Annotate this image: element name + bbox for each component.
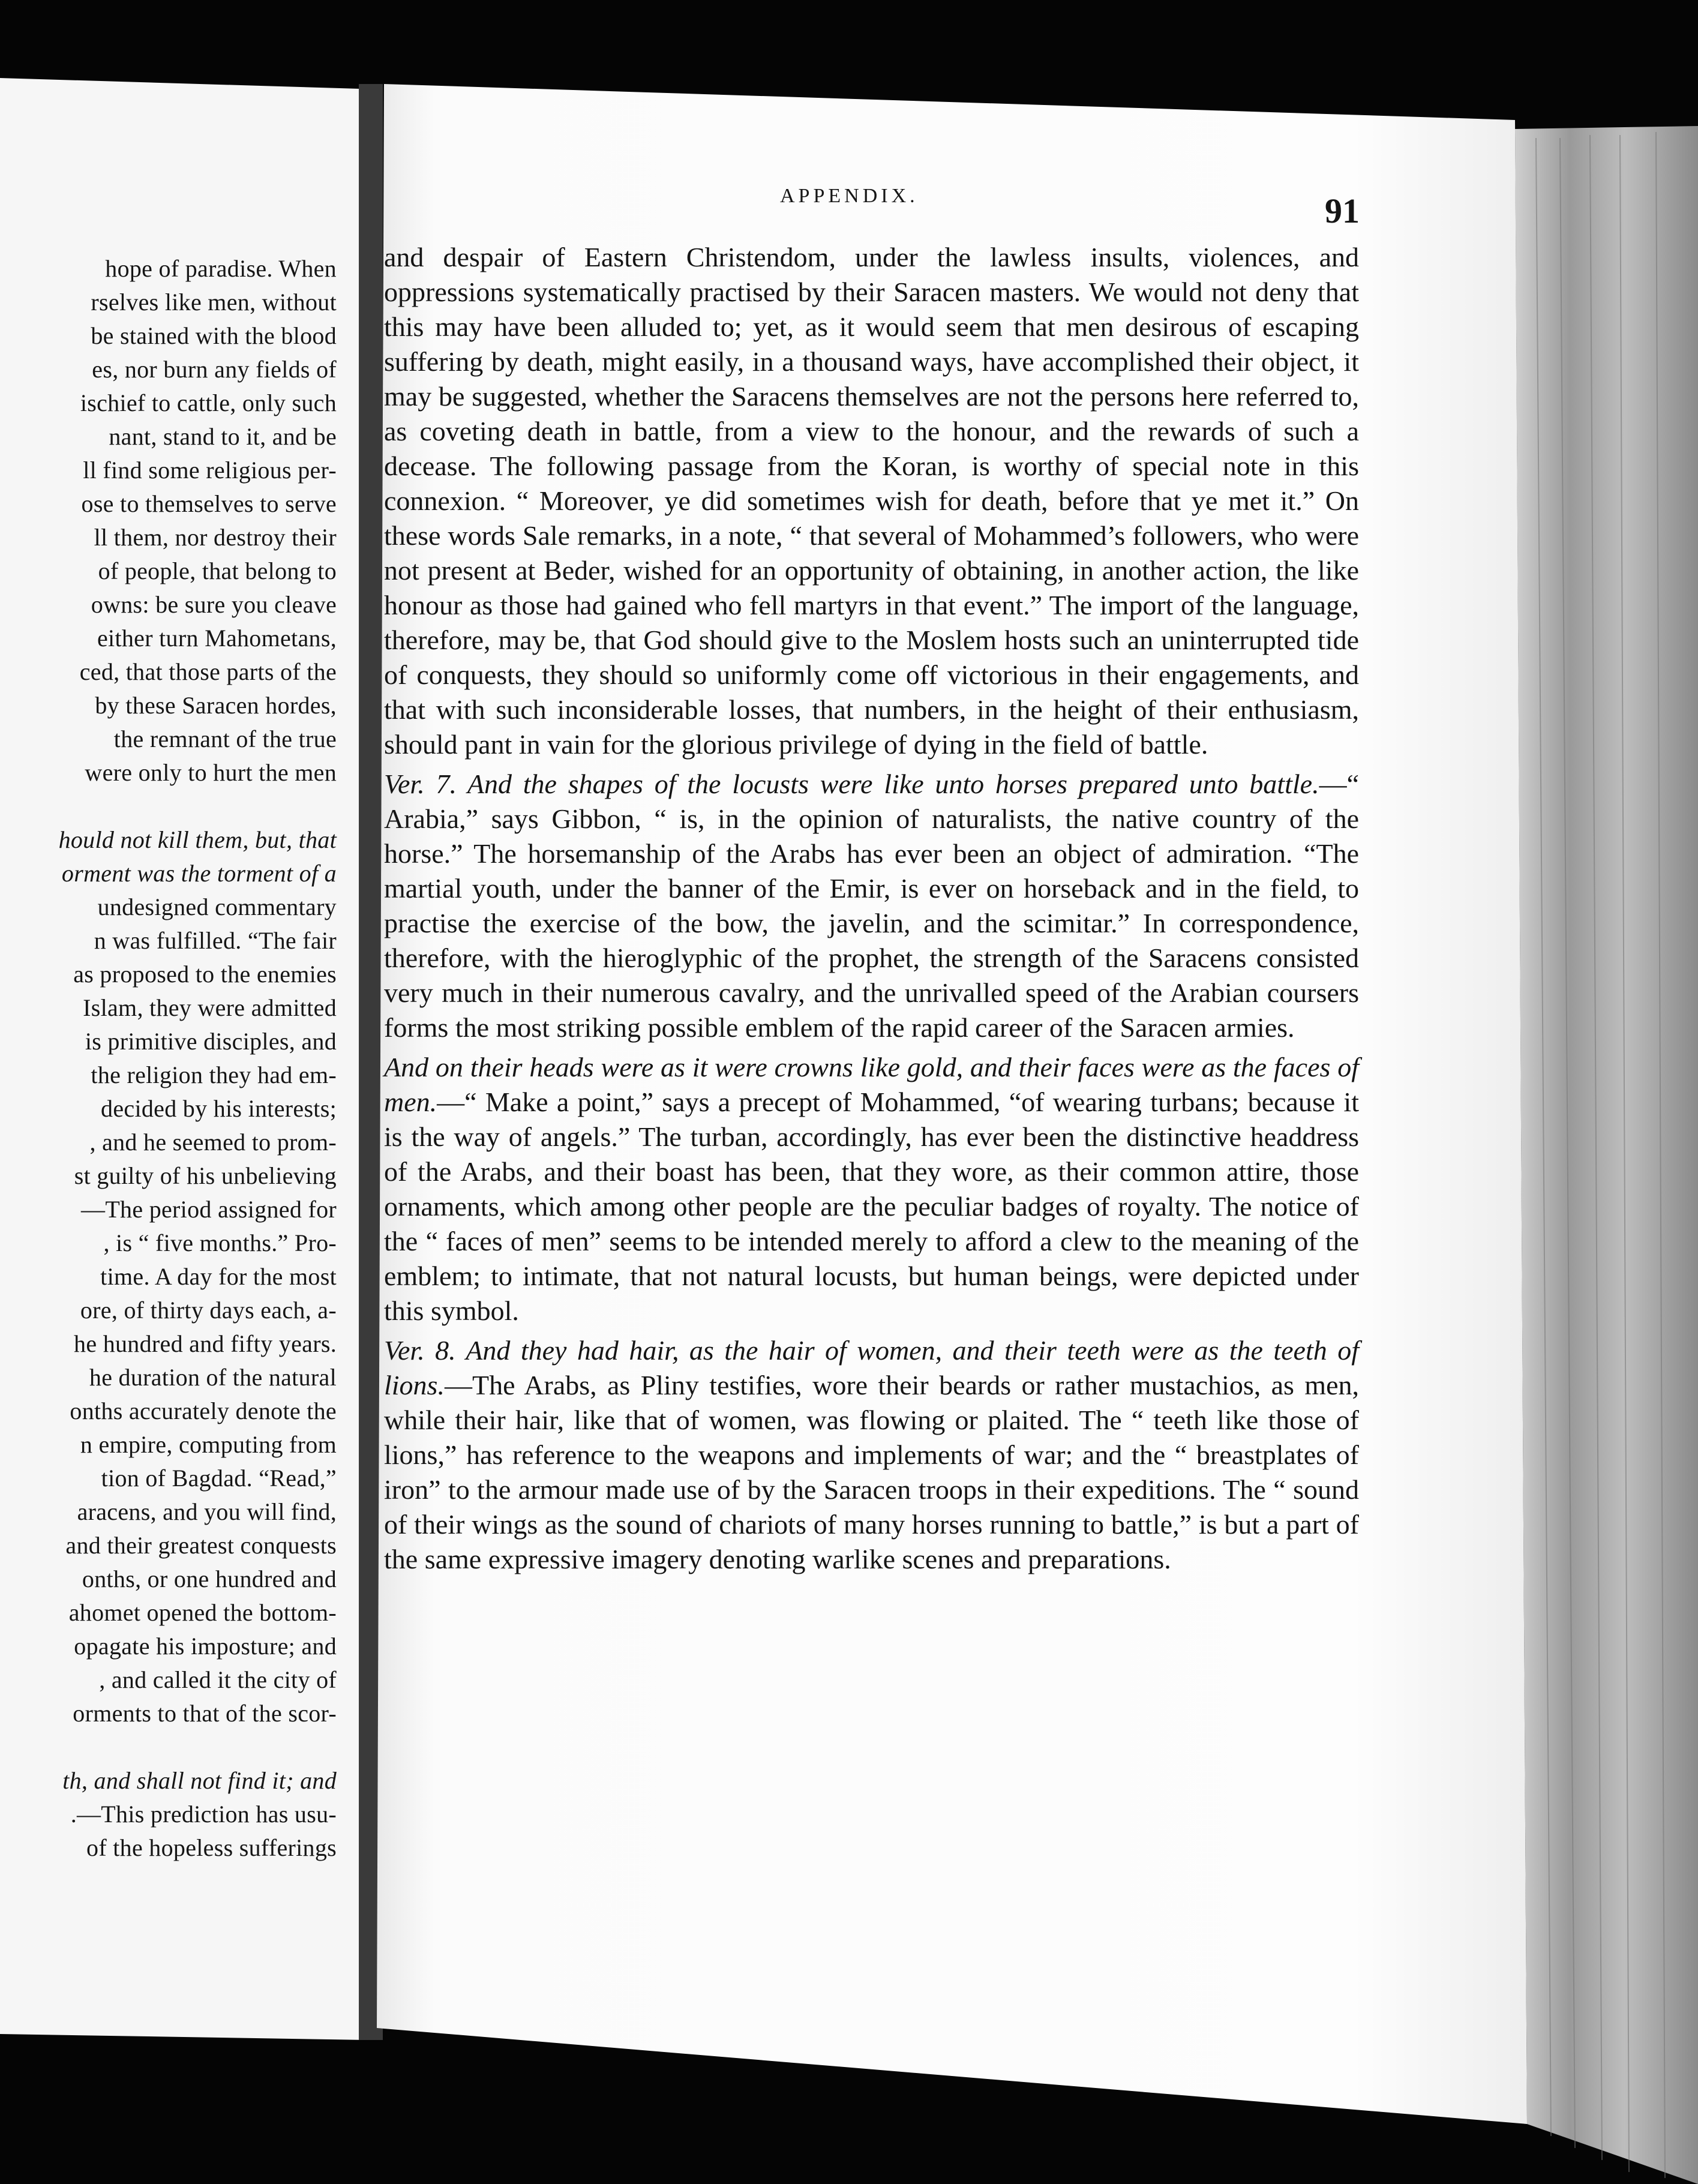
left-page-line: ll find some religious per- xyxy=(83,457,337,484)
paragraph-2 xyxy=(384,767,1359,1045)
left-page-line: aracens, and you will find, xyxy=(77,1498,337,1525)
left-page-line: nant, stand to it, and be xyxy=(109,423,337,450)
left-page-line: .—This prediction has usu- xyxy=(70,1801,337,1828)
running-head: APPENDIX. xyxy=(780,185,919,207)
left-page-line: hould not kill them, but, that xyxy=(58,826,337,853)
left-page-line: , and called it the city of xyxy=(99,1666,337,1693)
left-page-line: and their greatest conquests xyxy=(65,1532,337,1559)
paragraph-4-lead: Ver. 8. And they had hair, as the hair of women, and their teeth were as the teeth of lions. xyxy=(384,1335,1359,1400)
paragraph-3 xyxy=(384,1050,1359,1328)
left-page-line: either turn Mahometans, xyxy=(97,625,337,652)
paragraph-4 xyxy=(384,1333,1359,1577)
paragraph-3-body: —“ Make a point,” says a precept of Mohammed, “of wearing turbans; because it is the way of angels.” The turban, accordingly, has ever been the distinctive headdress of the Arabs, and their boast has been, that they wore, as their common attire, those ornaments, which among other people are the peculiar badges of royalty. The notice of the “ faces of men” seems to be intended merely to afford a clew to the meaning of the emblem; to intimate, that not natural locusts, but human beings, were depicted under this symbol. xyxy=(384,1087,1359,1326)
left-page-line: th, and shall not find it; and xyxy=(62,1767,337,1794)
left-page-line: onths, or one hundred and xyxy=(82,1565,337,1592)
paragraph-4-body: —The Arabs, as Pliny testifies, wore their beards or rather mustachios, as men, while their hair, like that of women, was flowing or plaited. The “ teeth like those of lions,” has reference to the weapons and implements of war; and the “ breastplates of iron” to the armour made use of by the Saracen troops in their expeditions. The “ sound of their wings as the sound of chariots of many horses running to battle,” is but a part of the same expressive imagery denoting warlike scenes and preparations. xyxy=(384,1370,1359,1574)
paragraph-3-lead: And on their heads were as it were crowns like gold, and their faces were as the faces of men. xyxy=(384,1052,1359,1117)
left-page-line: by these Saracen hordes, xyxy=(95,692,337,719)
left-page-line: n was fulfilled. “The fair xyxy=(94,927,337,954)
left-page-line: as proposed to the enemies xyxy=(73,961,337,988)
page-body xyxy=(384,240,1359,1577)
left-page-line: rselves like men, without xyxy=(91,289,337,316)
left-page-line: be stained with the blood xyxy=(91,322,337,349)
left-page-line: —The period assigned for xyxy=(81,1196,337,1223)
left-page-line: he hundred and fifty years. xyxy=(74,1330,337,1357)
paragraph-2-body: —“ Arabia,” says Gibbon, “ is, in the opinion of naturalists, the native country of the horse.” The horsemanship of the Arabs has ever been an object of admiration. “The martial youth, under the banner of the Emir, is ever on horseback and in the field, to practise the exercise of the bow, the javelin, and the scimitar.” In correspondence, therefore, with the hieroglyphic of the prophet, the strength of the Saracens consisted very much in their numerous cavalry, and the unrivalled speed of the Arabian coursers forms the most striking possible emblem of the rapid career of the Saracen armies. xyxy=(384,769,1359,1043)
left-page-line: were only to hurt the men xyxy=(85,759,337,786)
left-page-line: is primitive disciples, and xyxy=(85,1028,337,1055)
left-page-line: ore, of thirty days each, a- xyxy=(80,1297,337,1324)
left-page-line: of the hopeless sufferings xyxy=(86,1834,337,1861)
left-page-line: orments to that of the scor- xyxy=(73,1700,337,1727)
left-page-line: ahomet opened the bottom- xyxy=(68,1599,337,1626)
left-page-line: he duration of the natural xyxy=(89,1364,337,1391)
left-page-line: owns: be sure you cleave xyxy=(91,591,337,618)
left-page-line: , and he seemed to prom- xyxy=(89,1129,337,1156)
page-block-edge xyxy=(1515,126,1698,2184)
left-page-line: undesigned commentary xyxy=(97,893,337,920)
left-page-line: orment was the torment of a xyxy=(61,860,337,887)
left-page-line: onths accurately denote the xyxy=(70,1397,337,1424)
left-page-line: decided by his interests; xyxy=(101,1095,337,1122)
left-page-line: of people, that belong to xyxy=(98,557,337,584)
left-page-line: es, nor burn any fields of xyxy=(92,356,337,383)
left-page-line: ll them, nor destroy their xyxy=(94,524,337,551)
left-page-line: hope of paradise. When xyxy=(105,255,337,282)
page-number: 91 xyxy=(1325,191,1360,230)
left-page-line: Islam, they were admitted xyxy=(83,994,337,1021)
left-page-line: the religion they had em- xyxy=(91,1061,337,1088)
left-page-line: n empire, computing from xyxy=(80,1431,337,1458)
left-page-line: , is “ five months.” Pro- xyxy=(103,1229,337,1256)
left-page-line: ced, that those parts of the xyxy=(79,658,337,685)
left-page-line: the remnant of the true xyxy=(113,725,337,752)
left-page-line: st guilty of his unbelieving xyxy=(74,1162,337,1189)
paragraph-2-lead: Ver. 7. And the shapes of the locusts were like unto horses prepared unto battle. xyxy=(384,769,1319,799)
left-page-line: ose to themselves to serve xyxy=(81,490,337,517)
paragraph-1: and despair of Eastern Christendom, under the lawless insults, violences, and oppressions systematically practised by their Saracen masters. We would not deny that this may have been alluded to; yet, as it would seem that men desirous of escaping suffering by death, might easily, in a thousand ways, have accomplished their object, it may be suggested, whether the Saracens themselves are not the persons here referred to, as coveting death in battle, from a view to the honour, and the rewards of such a decease. The following passage from the Koran, is worthy of special note in this connexion. “ Moreover, ye did sometimes wish for death, before that ye met it.” On these words Sale remarks, in a note, “ that several of Mohammed’s followers, who were not present at Beder, wished for an opportunity of obtaining, in another action, the like honour as those had gained who fell martyrs in that event.” The import of the language, therefore, may be, that God should give to the Moslem hosts such an uninterrupted tide of conquests, they should so uniformly come off victorious in their engagements, and that with such inconsiderable losses, that numbers, in the height of their enthusiasm, should pant in vain for the glorious privilege of dying in the field of battle. xyxy=(384,242,1359,760)
left-page-text xyxy=(0,252,339,1861)
left-page-line: time. A day for the most xyxy=(100,1263,337,1290)
left-page-line: tion of Bagdad. “Read,” xyxy=(101,1465,337,1492)
left-page-line: ischief to cattle, only such xyxy=(80,389,337,416)
left-page-line: opagate his imposture; and xyxy=(74,1633,337,1660)
